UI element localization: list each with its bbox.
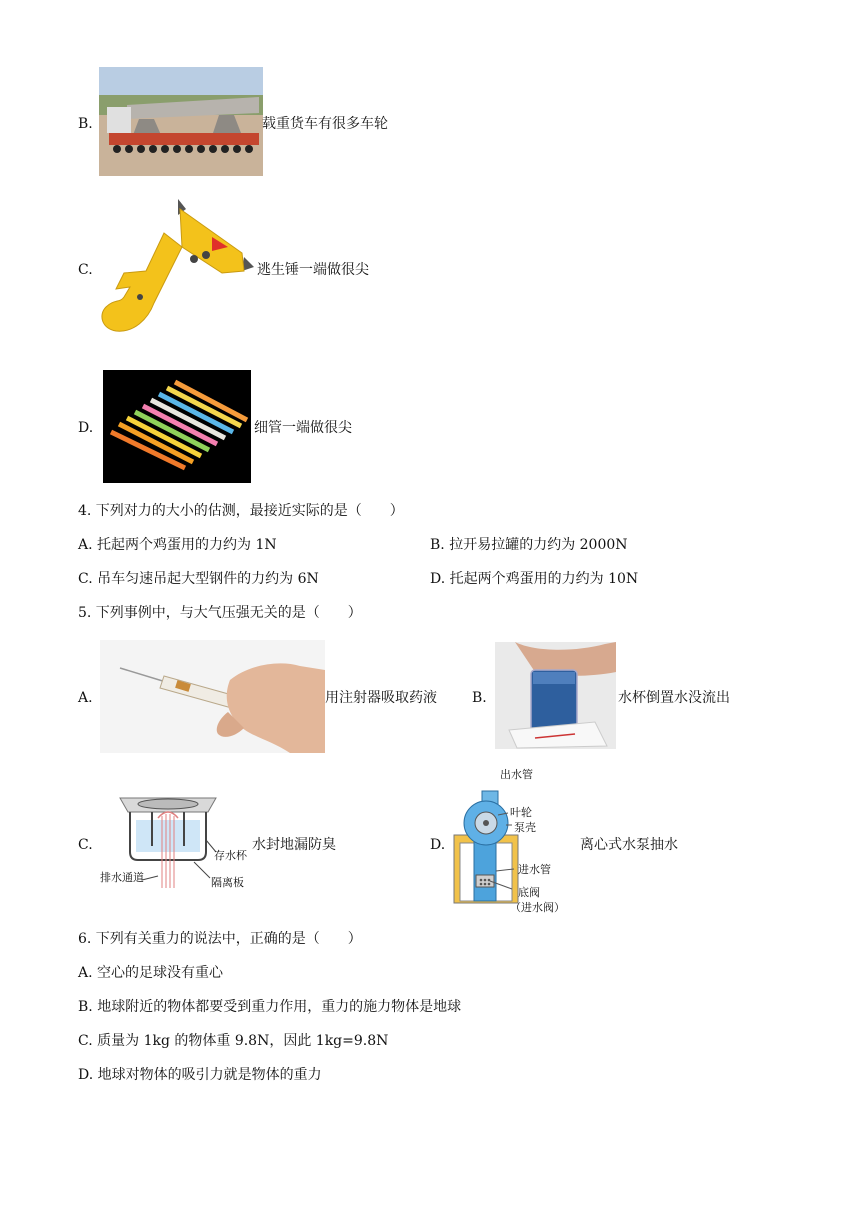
q3-option-c-label: C.: [78, 262, 93, 278]
drain-label-channel: 排水通道: [100, 871, 144, 884]
q5-option-a-caption: 用注射器吸取药液: [325, 690, 437, 706]
q3-option-c-caption: 逃生锤一端做很尖: [257, 262, 369, 278]
q4-option-d: D. 托起两个鸡蛋用的力约为 10N: [430, 571, 639, 587]
q6-stem: 6. 下列有关重力的说法中，正确的是（ ）: [78, 931, 362, 947]
pump-label-impeller: 叶轮: [510, 806, 532, 819]
pump-label-foot-valve: 底阀: [518, 886, 540, 899]
q5-option-b-caption: 水杯倒置水没流出: [618, 690, 730, 706]
q5-option-d-label: D.: [430, 837, 446, 853]
drinking-straws-image: [103, 370, 251, 483]
q5-option-b-label: B.: [472, 690, 487, 706]
inverted-cup-image: [495, 642, 616, 749]
q3-option-d-label: D.: [78, 420, 94, 436]
q4-stem: 4. 下列对力的大小的估测，最接近实际的是（ ）: [78, 503, 404, 519]
q6-option-a: A. 空心的足球没有重心: [78, 965, 224, 981]
q5-option-a-label: A.: [78, 690, 93, 706]
heavy-truck-image: [99, 67, 263, 176]
pump-label-inlet-valve: （进水阀）: [510, 901, 565, 914]
q6-option-b: B. 地球附近的物体都要受到重力作用，重力的施力物体是地球: [78, 999, 462, 1015]
q3-option-b-caption: 载重货车有很多车轮: [262, 116, 388, 132]
q5-option-d-caption: 离心式水泵抽水: [580, 837, 678, 853]
q5-option-c-caption: 水封地漏防臭: [252, 837, 336, 853]
pump-label-inlet: 进水管: [518, 863, 551, 876]
q5-stem: 5. 下列事例中，与大气压强无关的是（ ）: [78, 605, 362, 621]
pump-label-outlet: 出水管: [500, 768, 533, 781]
drain-label-partition: 隔离板: [211, 876, 244, 889]
q3-option-d-caption: 细管一端做很尖: [254, 420, 352, 436]
escape-hammer-image: [94, 193, 258, 339]
syringe-image: [100, 640, 325, 753]
q4-option-a: A. 托起两个鸡蛋用的力约为 1N: [78, 537, 277, 553]
pump-label-casing: 泵壳: [514, 821, 536, 834]
q6-option-d: D. 地球对物体的吸引力就是物体的重力: [78, 1067, 322, 1083]
q5-option-c-label: C.: [78, 837, 93, 853]
q4-option-b: B. 拉开易拉罐的力约为 2000N: [430, 537, 628, 553]
q4-option-c: C. 吊车匀速吊起大型钢件的力约为 6N: [78, 571, 319, 587]
drain-label-water-cup: 存水杯: [214, 849, 247, 862]
q6-option-c: C. 质量为 1kg 的物体重 9.8N，因此 1kg=9.8N: [78, 1033, 389, 1049]
q3-option-b-label: B.: [78, 116, 93, 132]
